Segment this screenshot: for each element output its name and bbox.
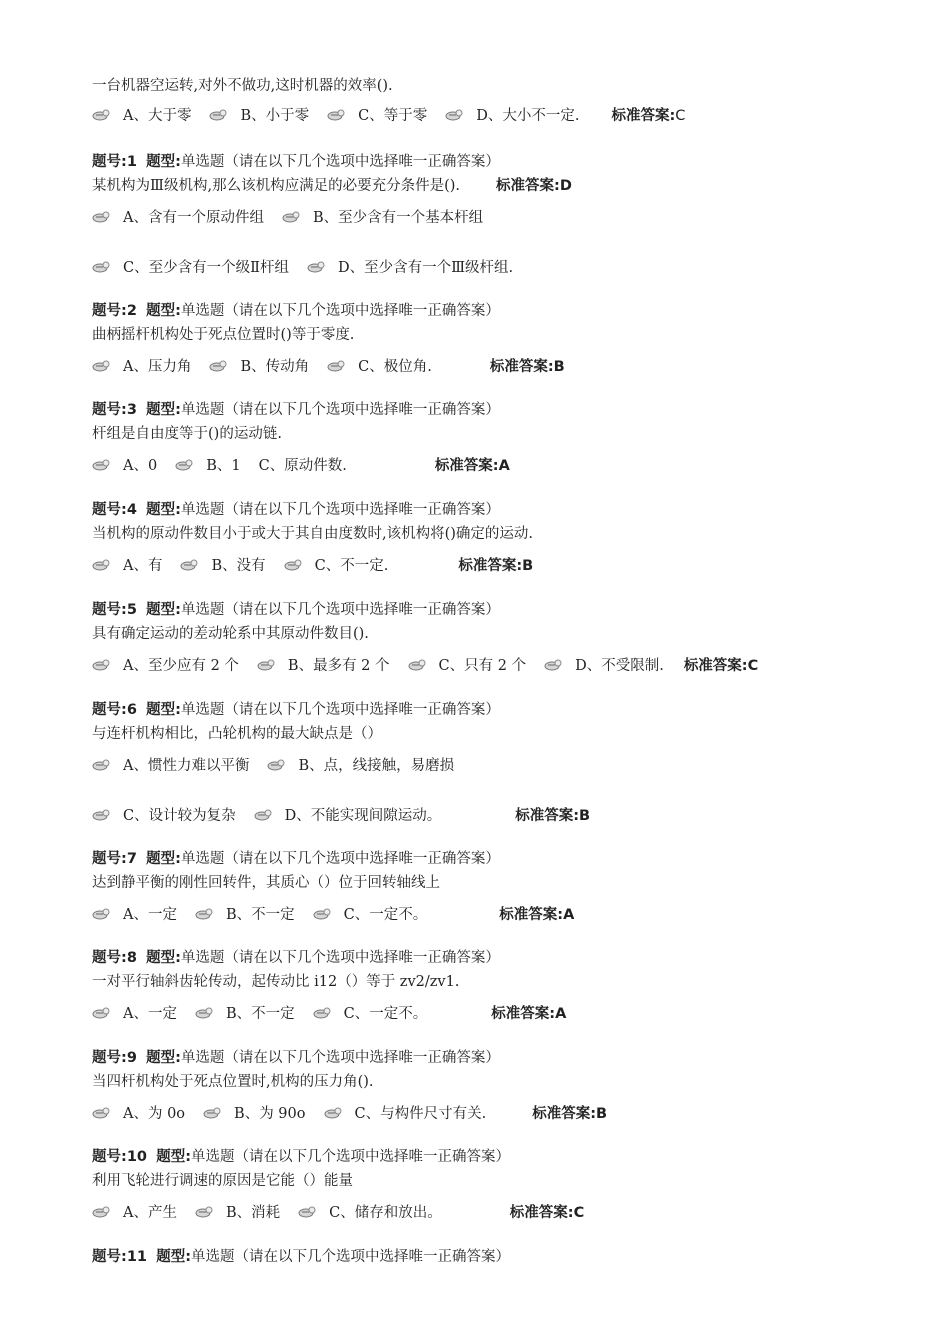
option-c[interactable]: C、一定不。	[343, 1006, 428, 1022]
question-header: 题号:1 题型:单选题（请在以下几个选项中选择唯一正确答案）	[92, 154, 500, 170]
option-bullet-icon[interactable]	[180, 558, 202, 578]
option-bullet-icon[interactable]	[175, 458, 197, 478]
question-stem: 一台机器空运转,对外不做功,这时机器的效率().	[92, 78, 393, 94]
option-row	[92, 355, 565, 379]
option-row	[92, 1002, 566, 1026]
standard-answer: 标准答案:A	[434, 458, 510, 474]
option-a[interactable]: A、为 0o	[123, 1106, 186, 1122]
option-bullet-icon[interactable]	[92, 1106, 114, 1126]
option-row	[92, 903, 574, 927]
option-c[interactable]: C、一定不。	[343, 907, 428, 923]
option-b[interactable]: B、不一定	[225, 1006, 295, 1022]
option-bullet-icon[interactable]	[544, 658, 566, 678]
option-bullet-icon[interactable]	[92, 658, 114, 678]
standard-answer: 标准答案:C	[683, 658, 759, 674]
question-header: 题号:3 题型:单选题（请在以下几个选项中选择唯一正确答案）	[92, 402, 500, 418]
option-bullet-icon[interactable]	[92, 458, 114, 478]
option-c[interactable]: C、只有 2 个	[438, 658, 527, 674]
question-stem: 当机构的原动件数目小于或大于其自由度数时,该机构将()确定的运动.	[92, 526, 534, 542]
option-bullet-icon[interactable]	[254, 808, 276, 828]
option-bullet-icon[interactable]	[92, 758, 114, 778]
standard-answer: 标准答案:C	[611, 108, 686, 124]
option-c[interactable]: C、等于零	[358, 108, 428, 124]
option-c[interactable]: C、至少含有一个级Ⅱ杆组	[123, 260, 289, 276]
option-b[interactable]: B、消耗	[225, 1205, 281, 1221]
option-bullet-icon[interactable]	[195, 1205, 217, 1225]
option-row	[92, 1201, 584, 1225]
option-c[interactable]: C、不一定.	[314, 558, 389, 574]
option-row	[92, 1102, 607, 1126]
option-a[interactable]: A、产生	[123, 1205, 177, 1221]
question-header: 题号:4 题型:单选题（请在以下几个选项中选择唯一正确答案）	[92, 502, 500, 518]
option-c[interactable]: C、设计较为复杂	[123, 808, 236, 824]
option-a[interactable]: A、一定	[123, 1006, 177, 1022]
option-row	[92, 804, 590, 828]
option-bullet-icon[interactable]	[257, 658, 279, 678]
option-bullet-icon[interactable]	[92, 558, 114, 578]
option-b[interactable]: B、点，线接触，易磨损	[298, 758, 455, 774]
question-header: 题号:10 题型:单选题（请在以下几个选项中选择唯一正确答案）	[92, 1149, 511, 1165]
option-c[interactable]: C、原动件数.	[258, 458, 347, 474]
standard-answer: 标准答案:A	[499, 907, 575, 923]
standard-answer: 标准答案:B	[515, 808, 591, 824]
question-stem: 达到静平衡的刚性回转件，其质心（）位于回转轴线上	[92, 875, 440, 891]
option-b[interactable]: B、小于零	[240, 108, 310, 124]
option-row	[92, 754, 472, 778]
question-stem: 与连杆机构相比，凸轮机构的最大缺点是（）	[92, 726, 382, 742]
option-a[interactable]: A、0	[123, 458, 158, 474]
option-c[interactable]: C、与构件尺寸有关.	[354, 1106, 487, 1122]
option-bullet-icon[interactable]	[327, 108, 349, 128]
option-b[interactable]: B、1	[206, 458, 241, 474]
option-a[interactable]: A、含有一个原动件组	[123, 210, 264, 226]
option-d[interactable]: D、至少含有一个Ⅲ级杆组.	[337, 260, 514, 276]
option-bullet-icon[interactable]	[307, 260, 329, 280]
option-a[interactable]: A、有	[123, 558, 163, 574]
option-bullet-icon[interactable]	[195, 1006, 217, 1026]
question-stem: 具有确定运动的差动轮系中其原动件数目().	[92, 626, 369, 642]
option-bullet-icon[interactable]	[92, 907, 114, 927]
question-stem: 一对平行轴斜齿轮传动，起传动比 i12（）等于 zv2/zv1.	[92, 974, 460, 990]
question-stem: 某机构为Ⅲ级机构,那么该机构应满足的必要充分条件是(). 标准答案:D	[92, 178, 572, 194]
option-b[interactable]: B、没有	[211, 558, 266, 574]
option-bullet-icon[interactable]	[92, 359, 114, 379]
option-b[interactable]: B、为 90o	[234, 1106, 306, 1122]
option-bullet-icon[interactable]	[92, 1205, 114, 1225]
option-a[interactable]: A、压力角	[123, 359, 192, 375]
option-row	[92, 654, 758, 678]
standard-answer: 标准答案:D	[496, 178, 572, 194]
option-bullet-icon[interactable]	[92, 260, 114, 280]
option-bullet-icon[interactable]	[92, 1006, 114, 1026]
option-a[interactable]: A、大于零	[123, 108, 192, 124]
option-bullet-icon[interactable]	[203, 1106, 225, 1126]
question-stem: 曲柄摇杆机构处于死点位置时()等于零度.	[92, 327, 355, 343]
option-bullet-icon[interactable]	[92, 808, 114, 828]
question-header: 题号:7 题型:单选题（请在以下几个选项中选择唯一正确答案）	[92, 851, 500, 867]
question-stem: 杆组是自由度等于()的运动链.	[92, 426, 282, 442]
option-a[interactable]: A、惯性力难以平衡	[123, 758, 250, 774]
option-bullet-icon[interactable]	[327, 359, 349, 379]
option-a[interactable]: A、至少应有 2 个	[123, 658, 239, 674]
option-a[interactable]: A、一定	[123, 907, 177, 923]
option-c[interactable]: C、极位角.	[358, 359, 432, 375]
option-bullet-icon[interactable]	[195, 907, 217, 927]
option-bullet-icon[interactable]	[284, 558, 306, 578]
option-row	[92, 256, 531, 280]
option-b[interactable]: B、最多有 2 个	[287, 658, 390, 674]
question-header: 题号:8 题型:单选题（请在以下几个选项中选择唯一正确答案）	[92, 950, 500, 966]
option-d[interactable]: D、不能实现间隙运动。	[284, 808, 442, 824]
option-row	[92, 104, 685, 128]
option-bullet-icon[interactable]	[92, 210, 114, 230]
option-bullet-icon[interactable]	[209, 359, 231, 379]
question-stem: 利用飞轮进行调速的原因是它能（）能量	[92, 1173, 353, 1189]
option-bullet-icon[interactable]	[445, 108, 467, 128]
standard-answer: 标准答案:B	[532, 1106, 608, 1122]
standard-answer: 标准答案:B	[489, 359, 565, 375]
option-c[interactable]: C、储存和放出。	[329, 1205, 442, 1221]
question-header: 题号:6 题型:单选题（请在以下几个选项中选择唯一正确答案）	[92, 702, 500, 718]
option-bullet-icon[interactable]	[313, 907, 335, 927]
option-d[interactable]: D、不受限制.	[575, 658, 664, 674]
standard-answer: 标准答案:B	[458, 558, 534, 574]
question-header: 题号:5 题型:单选题（请在以下几个选项中选择唯一正确答案）	[92, 602, 500, 618]
option-row	[92, 554, 533, 578]
question-stem: 当四杆机构处于死点位置时,机构的压力角().	[92, 1074, 374, 1090]
option-row	[92, 206, 501, 230]
option-bullet-icon[interactable]	[408, 658, 430, 678]
option-bullet-icon[interactable]	[324, 1106, 346, 1126]
option-bullet-icon[interactable]	[267, 758, 289, 778]
standard-answer: 标准答案:A	[491, 1006, 567, 1022]
option-b[interactable]: B、不一定	[225, 907, 295, 923]
question-header: 题号:2 题型:单选题（请在以下几个选项中选择唯一正确答案）	[92, 303, 500, 319]
option-bullet-icon[interactable]	[92, 108, 114, 128]
option-bullet-icon[interactable]	[209, 108, 231, 128]
option-b[interactable]: B、至少含有一个基本杆组	[312, 210, 484, 226]
option-d[interactable]: D、大小不一定.	[476, 108, 580, 124]
option-bullet-icon[interactable]	[298, 1205, 320, 1225]
option-b[interactable]: B、传动角	[240, 359, 310, 375]
option-bullet-icon[interactable]	[313, 1006, 335, 1026]
question-header: 题号:11 题型:单选题（请在以下几个选项中选择唯一正确答案）	[92, 1249, 511, 1265]
question-header: 题号:9 题型:单选题（请在以下几个选项中选择唯一正确答案）	[92, 1050, 500, 1066]
option-bullet-icon[interactable]	[282, 210, 304, 230]
standard-answer: 标准答案:C	[509, 1205, 585, 1221]
option-row	[92, 454, 510, 478]
